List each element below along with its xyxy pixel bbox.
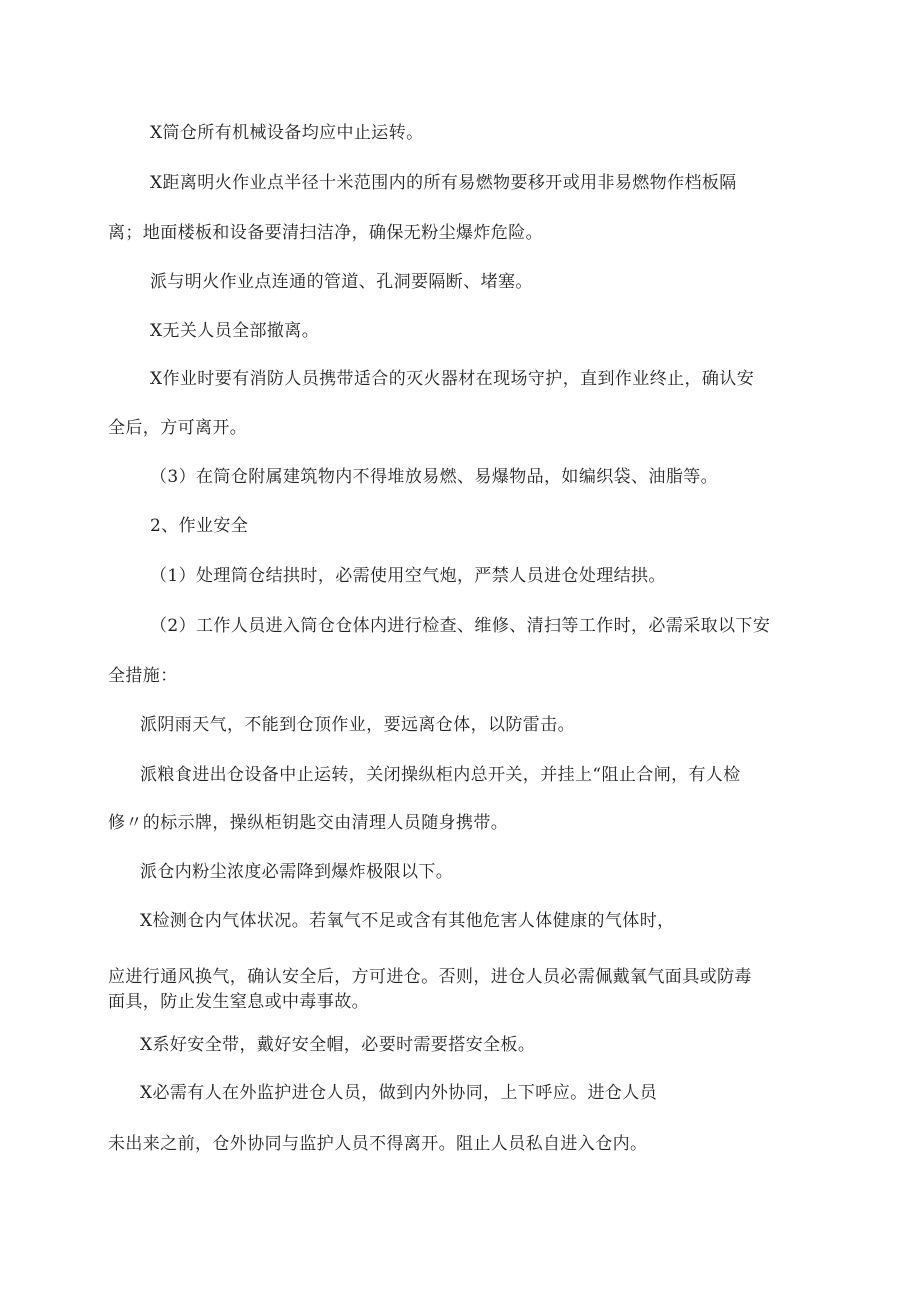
text-line: 派粮食进出仓设备中止运转，关闭操纵柜内总开关，并挂上“阻止合闸，有人检 (140, 765, 741, 785)
text-line: X必需有人在外监护进仓人员，做到内外协同，上下呼应。进仓人员 (140, 1083, 658, 1103)
text-line: X系好安全带，戴好安全帽，必要时需要搭安全板。 (140, 1035, 536, 1055)
text-line: （1）处理筒仓结拱时，必需使用空气炮，严禁人员进仓处理结拱。 (150, 566, 666, 586)
text-line: X筒仓所有机械设备均应中止运转。 (150, 123, 424, 143)
text-line: 离；地面楼板和设备要清扫洁净，确保无粉尘爆炸危险。 (108, 223, 543, 243)
text-line: X无关人员全部撤离。 (150, 321, 320, 341)
text-line: 未出来之前，仓外协同与监护人员不得离开。阻止人员私自进入仓内。 (108, 1134, 648, 1154)
text-line: （3）在筒仓附属建筑物内不得堆放易燃、易爆物品，如编织袋、油脂等。 (150, 467, 719, 487)
section-heading: 2、作业安全 (150, 516, 249, 536)
text-line: X作业时要有消防人员携带适合的灭火器材在现场守护，直到作业终止，确认安 (150, 369, 755, 389)
text-line: 派与明火作业点连通的管道、孔洞要隔断、堵塞。 (150, 272, 533, 292)
text-line: 派阴雨天气，不能到仓顶作业，要远离仓体，以防雷击。 (140, 715, 575, 735)
text-line: 全后，方可离开。 (108, 418, 248, 438)
text-line: 应进行通风换气，确认安全后，方可进仓。否则，进仓人员必需佩戴氧气面具或防毒 (108, 967, 752, 987)
text-line: 全措施： (108, 666, 178, 686)
text-line: X检测仓内气体状况。若氧气不足或含有其他危害人体健康的气体时， (140, 911, 675, 931)
text-line: （2）工作人员进入筒仓仓体内进行检查、维修、清扫等工作时，必需采取以下安 (150, 616, 771, 636)
text-line: 修〃的标示牌，操纵柜钥匙交由清理人员随身携带。 (108, 813, 509, 833)
text-line: X距离明火作业点半径十米范围内的所有易燃物要移开或用非易燃物作档板隔 (150, 173, 737, 193)
text-line: 派仓内粉尘浓度必需降到爆炸极限以下。 (140, 862, 454, 882)
text-line: 面具，防止发生窒息或中毒事故。 (108, 992, 369, 1012)
